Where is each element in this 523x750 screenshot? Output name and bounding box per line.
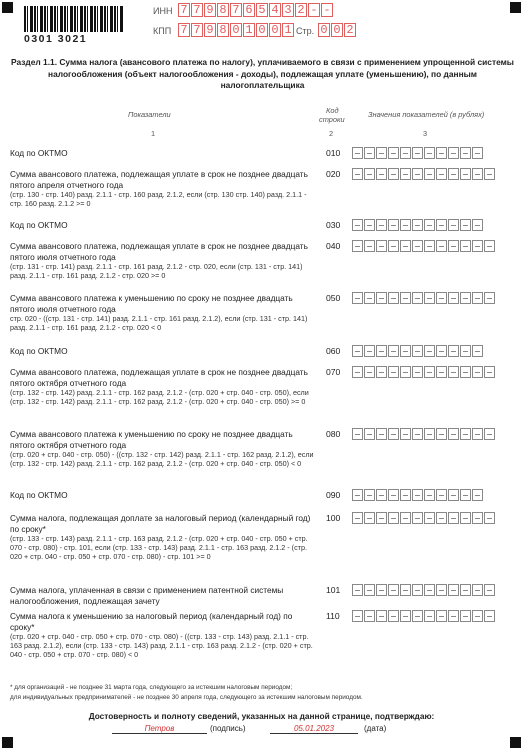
value-cell (484, 584, 495, 596)
row-formula-text: (стр. 130 - стр. 140) разд. 2.1.1 - стр. 160 разд. 2.1.2, если (стр. 130 стр. 140) разд. 2.1.1 - стр. 160 разд. 2.1.2 >= 0 (10, 190, 307, 209)
kpp-field[interactable] (178, 23, 294, 37)
corner-marker-bottom-right (510, 737, 521, 748)
value-cell (388, 610, 399, 622)
row-code: 020 (326, 169, 341, 179)
row-code: 070 (326, 367, 341, 377)
row-formula-text: (стр. 020 + стр. 040 - стр. 050) - ((стр. 132 - стр. 142) разд. 2.1.1 - стр. 162 разд. 2.1.2), если (стр. 132 - стр. 142) разд. 2.1.1 - стр. 162 разд. 2.1.2 - (стр. 020 + стр. 040 - стр. 050) < 0 (10, 450, 314, 469)
kpp-cell: 1 (243, 23, 255, 37)
value-input-070[interactable] (352, 366, 495, 378)
inn-cell: 3 (282, 3, 294, 17)
value-cell (412, 292, 423, 304)
value-cell (436, 219, 447, 231)
value-cell (388, 292, 399, 304)
column-header-indicators: Показатели (128, 110, 171, 119)
row-main-text: Код по ОКТМО (10, 346, 68, 356)
column-number-1: 1 (151, 129, 156, 138)
row-formula-text: (стр. 131 - стр. 141) разд. 2.1.1 - стр. 161 разд. 2.1.2 - стр. 020, если (стр. 131 - стр. 141) разд. 2.1.1 - стр. 161 разд. 2.1.2 - стр. 020 >= 0 (10, 262, 303, 281)
column-number-2: 2 (329, 129, 334, 138)
value-cell (412, 489, 423, 501)
page-cell: 0 (318, 23, 330, 37)
value-cell (472, 489, 483, 501)
value-cell (364, 292, 375, 304)
value-cell (460, 240, 471, 252)
value-cell (436, 366, 447, 378)
row-main-text: Код по ОКТМО (10, 220, 68, 230)
value-cell (472, 610, 483, 622)
value-cell (448, 292, 459, 304)
inn-cell: - (321, 3, 333, 17)
value-cell (364, 219, 375, 231)
column-number-3: 3 (423, 129, 428, 138)
value-cell (376, 147, 387, 159)
value-cell (472, 292, 483, 304)
kpp-cell: 1 (282, 23, 294, 37)
row-description (10, 611, 315, 660)
value-cell (424, 292, 435, 304)
inn-cell: 6 (243, 3, 255, 17)
value-input-050[interactable] (352, 292, 495, 304)
value-cell (448, 512, 459, 524)
inn-cell: 7 (178, 3, 190, 17)
signature-date-value: 05.01.2023 (270, 724, 358, 734)
value-cell (376, 168, 387, 180)
value-cell (436, 240, 447, 252)
value-cell (364, 345, 375, 357)
value-cell (448, 147, 459, 159)
inn-cell: 7 (230, 3, 242, 17)
value-cell (472, 219, 483, 231)
value-cell (460, 219, 471, 231)
value-cell (460, 584, 471, 596)
value-cell (448, 219, 459, 231)
row-main-text: Сумма налога к уменьшению за налоговый период (календарный год) по сроку* (10, 611, 293, 632)
value-cell (448, 489, 459, 501)
row-code: 100 (326, 513, 341, 523)
value-cell (412, 610, 423, 622)
value-cell (436, 345, 447, 357)
value-cell (352, 292, 363, 304)
value-cell (448, 366, 459, 378)
value-cell (424, 584, 435, 596)
inn-cell: 8 (217, 3, 229, 17)
value-cell (460, 428, 471, 440)
value-input-060[interactable] (352, 345, 483, 357)
value-cell (424, 345, 435, 357)
inn-cell: 9 (204, 3, 216, 17)
kpp-cell: 8 (217, 23, 229, 37)
value-cell (352, 428, 363, 440)
value-cell (400, 428, 411, 440)
value-cell (424, 489, 435, 501)
inn-field[interactable] (178, 3, 333, 17)
value-cell (400, 584, 411, 596)
row-formula-text: (стр. 132 - стр. 142) разд. 2.1.1 - стр. 162 разд. 2.1.2 - (стр. 020 + стр. 040 - стр. 050), если (стр. 132 - стр. 142) разд. 2.1.1 - стр. 162 разд. 2.1.2 - (стр. 020 + стр. 040 - стр. 050) >= 0 (10, 388, 309, 407)
value-cell (376, 366, 387, 378)
row-code: 010 (326, 148, 341, 158)
barcode-number: 0301 3021 (24, 33, 88, 45)
value-cell (352, 168, 363, 180)
value-cell (400, 147, 411, 159)
row-main-text: Код по ОКТМО (10, 490, 68, 500)
value-cell (472, 584, 483, 596)
value-cell (364, 366, 375, 378)
page-label: Стр. (296, 26, 315, 36)
value-cell (448, 168, 459, 180)
row-description (10, 367, 315, 406)
value-input-101[interactable] (352, 584, 495, 596)
footnote-entrepreneurs: для индивидуальных предпринимателей - не позднее 30 апреля года, следующего за истекшим налоговым периодом. (10, 694, 363, 701)
value-cell (388, 219, 399, 231)
row-formula-text: стр. 020 - ((стр. 131 - стр. 141) разд. 2.1.1 - стр. 161 разд. 2.1.2), если (стр. 131 - стр. 141) разд. 2.1.1 - стр. 161 разд. 2.1.2 - стр. 020 < 0 (10, 314, 308, 333)
value-cell (412, 512, 423, 524)
inn-cell: 4 (269, 3, 281, 17)
value-cell (352, 584, 363, 596)
row-code: 060 (326, 346, 341, 356)
value-cell (472, 168, 483, 180)
value-cell (424, 240, 435, 252)
value-cell (400, 512, 411, 524)
value-cell (484, 610, 495, 622)
kpp-cell: 7 (178, 23, 190, 37)
value-input-030[interactable] (352, 219, 483, 231)
barcode (24, 6, 124, 32)
value-cell (352, 489, 363, 501)
row-formula-text: (стр. 020 + стр. 040 - стр. 050 + стр. 070 - стр. 080) - ((стр. 133 - стр. 143) разд. 2.1.1 - стр. 163 разд. 2.1.2), если (стр. 133 - стр. 143) разд. 2.1.1 - стр. 163 разд. 2.1.2 - (стр. 020 + стр. 040 - стр. 050 + стр. 070 - стр. 080) < 0 (10, 632, 313, 660)
row-code: 090 (326, 490, 341, 500)
value-cell (376, 584, 387, 596)
signature-date[interactable] (270, 724, 358, 734)
value-cell (400, 345, 411, 357)
value-cell (400, 292, 411, 304)
row-code: 110 (326, 611, 340, 621)
value-cell (484, 428, 495, 440)
kpp-cell: 0 (269, 23, 281, 37)
value-cell (460, 512, 471, 524)
value-input-010[interactable] (352, 147, 483, 159)
value-cell (484, 512, 495, 524)
row-description (10, 220, 315, 231)
corner-marker-bottom-left (2, 737, 13, 748)
value-cell (460, 610, 471, 622)
row-main-text: Сумма авансового платежа, подлежащая уплате в срок не позднее двадцать пятого апреля отчетного года (10, 169, 308, 190)
value-cell (424, 512, 435, 524)
row-description (10, 148, 315, 159)
row-code: 080 (326, 429, 341, 439)
confirmation-text: Достоверность и полноту сведений, указанных на данной странице, подтверждаю: (88, 711, 435, 721)
value-cell (472, 512, 483, 524)
kpp-cell: 7 (191, 23, 203, 37)
value-cell (364, 147, 375, 159)
value-cell (388, 428, 399, 440)
value-cell (460, 345, 471, 357)
value-cell (472, 366, 483, 378)
value-cell (352, 366, 363, 378)
value-cell (424, 219, 435, 231)
row-code: 030 (326, 220, 341, 230)
value-cell (484, 292, 495, 304)
value-cell (376, 219, 387, 231)
value-cell (424, 428, 435, 440)
value-cell (412, 345, 423, 357)
value-cell (436, 428, 447, 440)
row-main-text: Сумма авансового платежа, подлежащая уплате в срок не позднее двадцать пятого июля отчетного года (10, 241, 308, 262)
value-cell (460, 147, 471, 159)
signature-name[interactable] (112, 724, 207, 734)
value-cell (388, 584, 399, 596)
kpp-cell: 0 (230, 23, 242, 37)
value-cell (376, 489, 387, 501)
value-cell (460, 366, 471, 378)
value-cell (472, 345, 483, 357)
inn-cell: - (308, 3, 320, 17)
value-cell (376, 292, 387, 304)
value-input-110[interactable] (352, 610, 495, 622)
row-description (10, 585, 315, 606)
value-cell (376, 428, 387, 440)
value-cell (472, 240, 483, 252)
value-cell (424, 147, 435, 159)
inn-cell: 2 (295, 3, 307, 17)
value-cell (424, 610, 435, 622)
value-cell (352, 610, 363, 622)
value-cell (364, 240, 375, 252)
corner-marker-top-left (2, 2, 13, 13)
row-description (10, 346, 315, 357)
value-cell (436, 610, 447, 622)
value-cell (364, 428, 375, 440)
corner-marker-top-right (510, 2, 521, 13)
value-cell (424, 366, 435, 378)
value-cell (388, 345, 399, 357)
value-cell (412, 168, 423, 180)
row-formula-text: (стр. 133 - стр. 143) разд. 2.1.1 - стр. 163 разд. 2.1.2 - (стр. 020 + стр. 040 - стр. 050 + стр. 070 - стр. 080) - стр. 101, если (стр. 133 - стр. 143) разд. 2.1.1 - стр. 163 разд. 2.1.2 - (стр. 020 + стр. 040 - стр. 050 + стр. 070 - стр. 080) - стр. 101 >= 0 (10, 534, 308, 562)
value-cell (400, 168, 411, 180)
page-cell: 2 (344, 23, 356, 37)
signature-name-value: Петров (112, 724, 207, 734)
value-cell (424, 168, 435, 180)
row-code: 040 (326, 241, 341, 251)
value-cell (448, 428, 459, 440)
value-cell (460, 292, 471, 304)
value-cell (448, 584, 459, 596)
date-label: (дата) (364, 724, 387, 733)
value-cell (364, 584, 375, 596)
value-cell (388, 489, 399, 501)
value-cell (436, 147, 447, 159)
row-main-text: Код по ОКТМО (10, 148, 68, 158)
row-description (10, 241, 315, 280)
row-code: 101 (326, 585, 341, 595)
value-cell (484, 240, 495, 252)
value-cell (388, 168, 399, 180)
value-cell (412, 428, 423, 440)
value-cell (460, 168, 471, 180)
value-cell (388, 366, 399, 378)
value-cell (352, 345, 363, 357)
value-cell (412, 240, 423, 252)
row-main-text: Сумма авансового платежа к уменьшению по сроку не позднее двадцать пятого октября отчетного года (10, 429, 293, 450)
signature-label: (подпись) (210, 724, 246, 733)
row-main-text: Сумма налога, подлежащая доплате за налоговый период (календарный год) по сроку* (10, 513, 311, 534)
value-input-080[interactable] (352, 428, 495, 440)
value-cell (376, 240, 387, 252)
value-cell (472, 428, 483, 440)
value-cell (388, 147, 399, 159)
section-title: Раздел 1.1. Сумма налога (авансового платежа по налогу), уплачиваемого в связи с применением упрощенной системы налогообложения (объект налогообложения - доходы), подлежащая уплате (уменьшению), по данным налогоплательщика (11, 57, 514, 90)
value-cell (388, 240, 399, 252)
inn-label: ИНН (153, 6, 173, 16)
row-main-text: Сумма авансового платежа к уменьшению по сроку не позднее двадцать пятого июля отчетного года (10, 293, 293, 314)
value-cell (484, 366, 495, 378)
value-cell (412, 219, 423, 231)
value-cell (472, 147, 483, 159)
value-cell (400, 610, 411, 622)
footnote-organizations: * для организаций - не позднее 31 марта года, следующего за истекшим налоговым периодом; (10, 684, 293, 691)
column-header-values: Значения показателей (в рублях) (368, 110, 485, 119)
value-cell (436, 512, 447, 524)
value-cell (352, 147, 363, 159)
value-cell (364, 610, 375, 622)
value-input-040[interactable] (352, 240, 495, 252)
value-cell (400, 366, 411, 378)
value-cell (436, 489, 447, 501)
kpp-cell: 9 (204, 23, 216, 37)
inn-cell: 5 (256, 3, 268, 17)
kpp-label: КПП (153, 26, 172, 36)
column-header-code: Код (326, 106, 339, 115)
page-cell: 0 (331, 23, 343, 37)
row-code: 050 (326, 293, 341, 303)
value-input-090[interactable] (352, 489, 483, 501)
row-description (10, 169, 315, 208)
value-cell (352, 219, 363, 231)
value-cell (376, 512, 387, 524)
value-cell (400, 240, 411, 252)
row-main-text: Сумма налога, уплаченная в связи с применением патентной системы налогообложения, подлежащая зачету (10, 585, 284, 606)
value-cell (352, 240, 363, 252)
value-cell (448, 240, 459, 252)
value-cell (376, 610, 387, 622)
value-input-020[interactable] (352, 168, 495, 180)
value-cell (412, 147, 423, 159)
inn-cell: 7 (191, 3, 203, 17)
row-description (10, 293, 315, 332)
value-cell (436, 584, 447, 596)
value-cell (388, 512, 399, 524)
value-cell (400, 489, 411, 501)
row-description (10, 490, 315, 501)
value-cell (448, 610, 459, 622)
page-number-field[interactable] (318, 23, 356, 37)
value-cell (436, 168, 447, 180)
value-cell (364, 512, 375, 524)
value-cell (412, 366, 423, 378)
row-description (10, 429, 315, 468)
value-cell (400, 219, 411, 231)
column-header-code-line2: строки (319, 115, 345, 124)
value-input-100[interactable] (352, 512, 495, 524)
value-cell (412, 584, 423, 596)
kpp-cell: 0 (256, 23, 268, 37)
row-main-text: Сумма авансового платежа, подлежащая уплате в срок не позднее двадцать пятого октября отчетного года (10, 367, 308, 388)
value-cell (484, 168, 495, 180)
value-cell (448, 345, 459, 357)
value-cell (460, 489, 471, 501)
value-cell (364, 489, 375, 501)
value-cell (352, 512, 363, 524)
row-description (10, 513, 315, 562)
value-cell (364, 168, 375, 180)
value-cell (376, 345, 387, 357)
value-cell (436, 292, 447, 304)
